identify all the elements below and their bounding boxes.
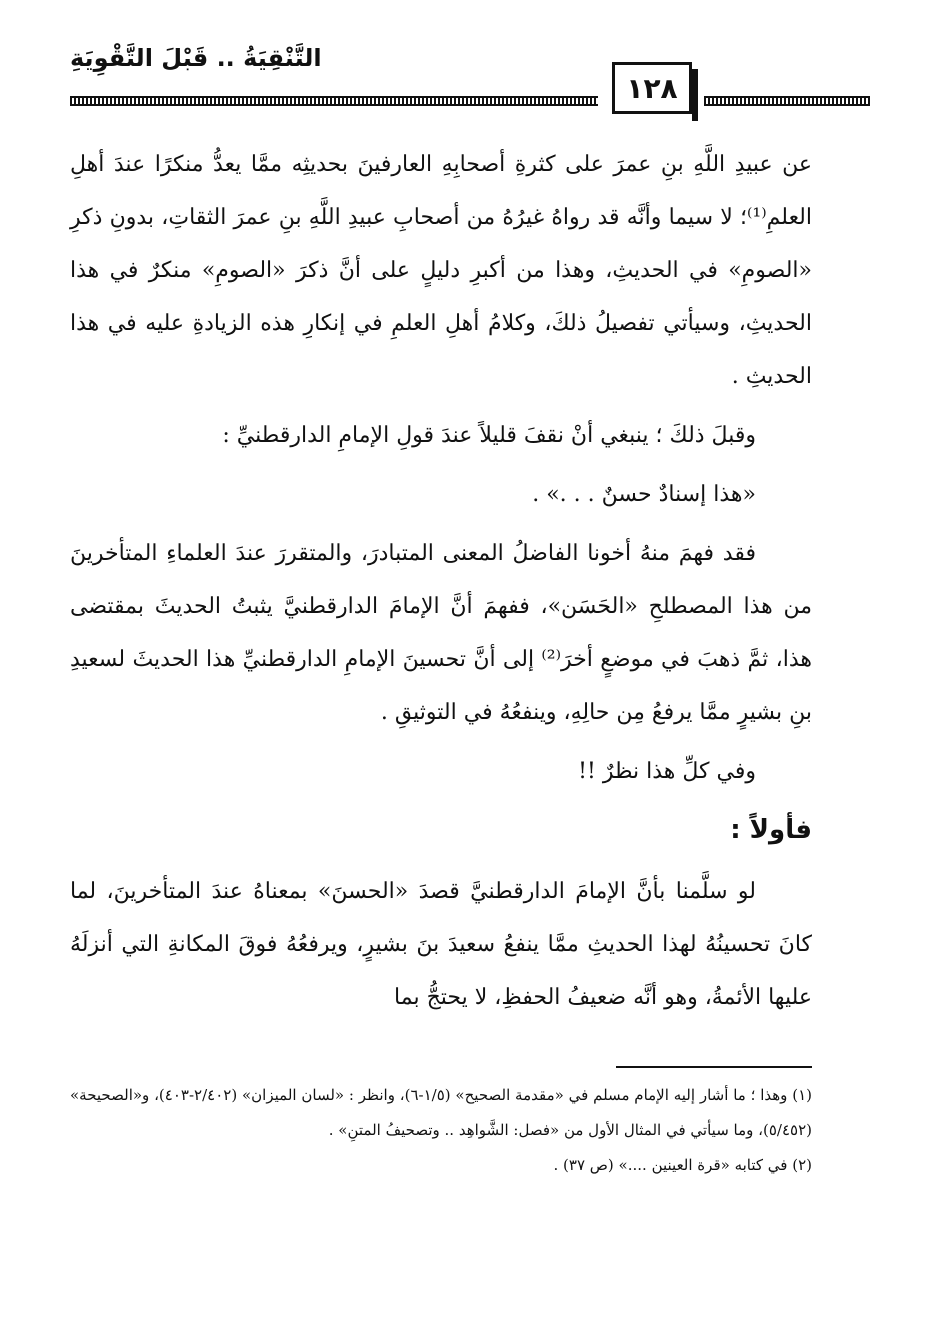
footnote-divider xyxy=(616,1066,812,1068)
main-text xyxy=(70,138,812,1030)
paragraph: وفي كلِّ هذا نظرٌ !! xyxy=(578,759,756,784)
page-number: ١٢٨ xyxy=(612,62,692,114)
footnote: (٢) في كتابه «قرة العينين ....» (ص ٣٧) . xyxy=(553,1156,812,1174)
paragraph: فقد فهمَ منهُ أخونا الفاضلُ المعنى المتبادرَ، والمتقررَ عندَ العلماءِ المتأخرينَ من هذا المصطلحِ «الحَسَن»، ففهمَ أنَّ الإمامَ الدارقطنيَّ يثبتُ الحديثَ بمقتضى هذا، ثمَّ ذهبَ في موضعٍ أخرَ⁽²⁾ إلى أنَّ تحسينَ الإمامِ الدارقطنيِّ هذا الحديثَ لسعيدِ بنِ بشيرٍ ممَّا يرفعُ مِن حالِهِ، وينفعُهُ في التوثيقِ . xyxy=(70,541,812,725)
paragraph: عن عبيدِ اللَّهِ بنِ عمرَ على كثرةِ أصحابِهِ العارفينَ بحديثِه ممَّا يعدُّ منكرًا عندَ أهلِ العلمِ⁽¹⁾؛ لا سيما وأنَّه قد رواهُ غيرُهُ من أصحابِ عبيدِ اللَّهِ بنِ عمرَ الثقاتِ، بدونِ ذكرِ «الصومِ» في الحديثِ، وهذا من أكبرِ دليلٍ على أنَّ ذكرَ «الصومِ» منكرٌ في هذا الحديثِ، وسيأتي تفصيلُ ذلكَ، وكلامُ أهلِ العلمِ في إنكارِ هذه الزيادةِ عليه في هذا الحديثِ . xyxy=(70,152,812,389)
paragraph: وقبلَ ذلكَ ؛ ينبغي أنْ نقفَ قليلاً عندَ قولِ الإمامِ الدارقطنيِّ : xyxy=(222,423,756,448)
page-header xyxy=(70,40,870,125)
header-rule-right xyxy=(704,96,870,106)
paragraph: لو سلَّمنا بأنَّ الإمامَ الدارقطنيَّ قصدَ «الحسنَ» بمعناهُ عندَ المتأخرينَ، لما كانَ تحسينُهُ لهذا الحديثِ ممَّا ينفعُ سعيدَ بنَ بشيرٍ، ويرفعُهُ فوقَ المكانةِ التي أنزلَهُ عليها الأئمةُ، وهو أنَّه ضعيفُ الحفظِ، لا يحتجُّ بما xyxy=(70,879,812,1010)
quotation: «هذا إسنادٌ حسنٌ . . .» . xyxy=(532,482,756,507)
footnote: (١) وهذا ؛ ما أشار إليه الإمام مسلم في «مقدمة الصحيح» (١/٥-٦)، وانظر : «لسان الميزان» (٢/٤٠٢-٤٠٣)، و«الصحيحة» (٥/٤٥٢)، وما سيأتي في المثال الأول من «فصل: الشَّواهِد .. وتصحيفُ المتنِ» . xyxy=(70,1086,812,1139)
section-heading: فأولاً : xyxy=(730,815,812,845)
header-rule-left xyxy=(70,96,598,106)
footnotes xyxy=(70,1078,812,1183)
running-title: التَّنْقِيَةُ .. قَبْلَ التَّقْوِيَةِ xyxy=(70,44,322,72)
